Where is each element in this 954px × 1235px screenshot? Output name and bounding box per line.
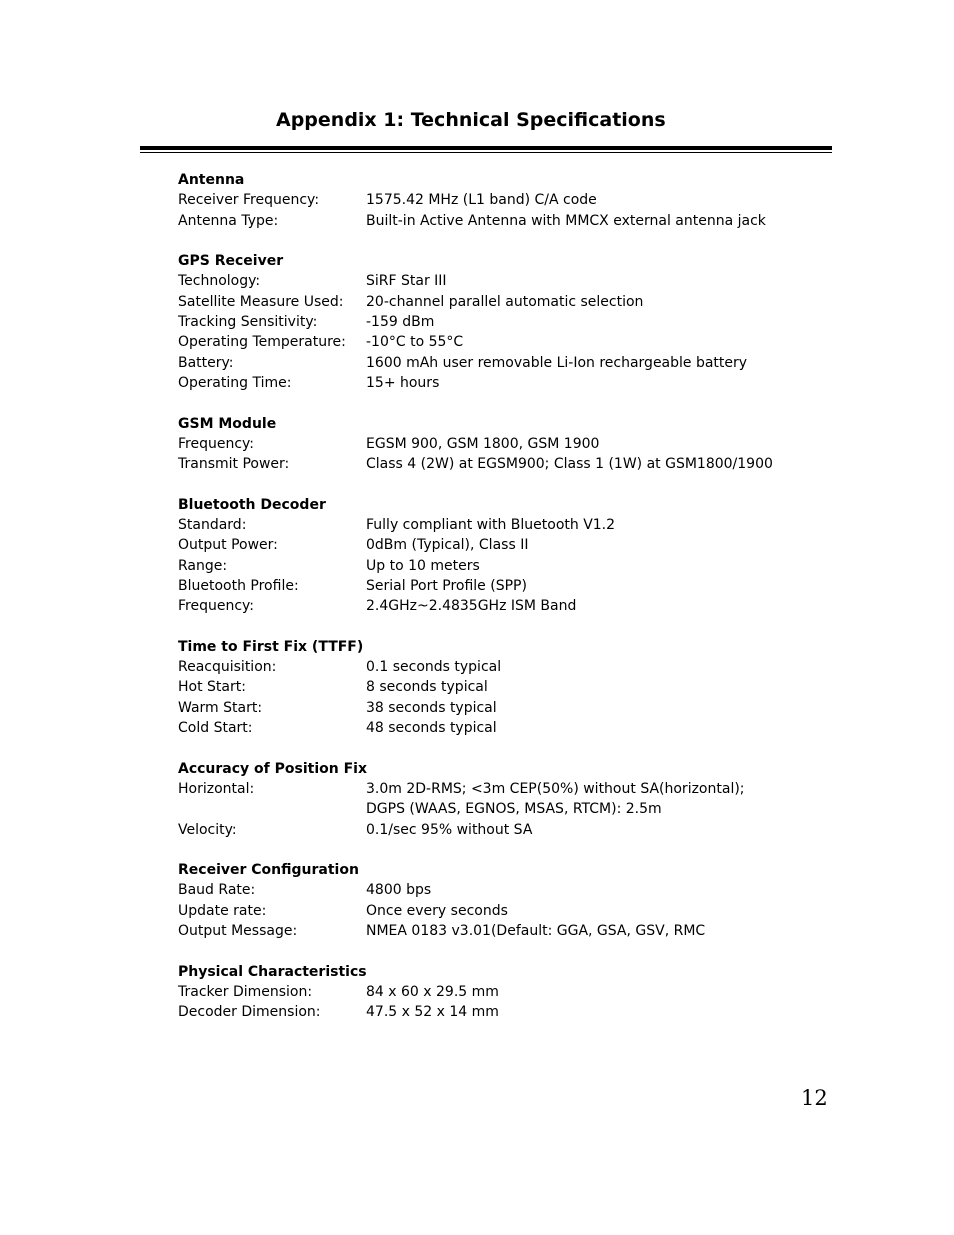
spec-label: Tracking Sensitivity: (178, 314, 318, 331)
spec-value: Fully compliant with Bluetooth V1.2 (366, 517, 616, 534)
spec-label: Frequency: (178, 598, 255, 615)
spec-value: 0.1/sec 95% without SA (366, 821, 533, 838)
spec-value: SiRF Star III (366, 273, 447, 290)
spec-value: Up to 10 meters (366, 557, 480, 574)
spec-row (178, 434, 838, 454)
spec-value: 8 seconds typical (366, 679, 488, 696)
spec-label: Satellite Measure Used: (178, 293, 344, 310)
section-heading: Physical Characteristics (178, 963, 367, 980)
section-heading: Accuracy of Position Fix (178, 760, 367, 777)
title-rule-thick (140, 146, 832, 150)
spec-row (178, 353, 838, 373)
spec-value: NMEA 0183 v3.01(Default: GGA, GSA, GSV, RMC (366, 922, 706, 939)
spec-value: 2.4GHz~2.4835GHz ISM Band (366, 598, 577, 615)
spec-row (178, 515, 838, 535)
spec-label: Transmit Power: (178, 456, 290, 473)
spec-value: 3.0m 2D-RMS; <3m CEP(50%) without SA(horizontal); (366, 780, 745, 797)
spec-row (178, 779, 838, 799)
spec-value: -159 dBm (366, 314, 435, 331)
spec-label: Bluetooth Profile: (178, 577, 299, 594)
spec-row (178, 535, 838, 555)
spec-value: Serial Port Profile (SPP) (366, 577, 527, 594)
spec-label: Decoder Dimension: (178, 1004, 321, 1021)
spec-section (178, 637, 838, 738)
spec-value: 1600 mAh user removable Li-Ion rechargeable battery (366, 354, 748, 371)
spec-value: 1575.42 MHz (L1 band) C/A code (366, 192, 597, 209)
spec-row (178, 292, 838, 312)
spec-row (178, 698, 838, 718)
spec-value: 84 x 60 x 29.5 mm (366, 983, 499, 1000)
spec-value: -10°C to 55°C (366, 334, 464, 351)
page-title: Appendix 1: Technical Specifications (276, 109, 666, 131)
spec-value: Once every seconds (366, 902, 508, 919)
spec-row (178, 677, 838, 697)
spec-value: 4800 bps (366, 882, 432, 899)
specifications-list (178, 170, 838, 1043)
page-number: 12 (801, 1086, 828, 1110)
spec-row (178, 576, 838, 596)
section-heading: Antenna (178, 172, 245, 188)
spec-row (178, 373, 838, 393)
spec-label: Velocity: (178, 821, 237, 838)
spec-label (178, 799, 366, 819)
spec-value: Class 4 (2W) at EGSM900; Class 1 (1W) at GSM1800/1900 (366, 456, 773, 473)
spec-row (178, 718, 838, 738)
spec-section (178, 962, 838, 1023)
spec-row (178, 271, 838, 291)
spec-value: 15+ hours (366, 374, 440, 391)
spec-row (178, 820, 838, 840)
spec-value: 0.1 seconds typical (366, 659, 502, 676)
spec-label: Reacquisition: (178, 659, 277, 676)
spec-section (178, 495, 838, 617)
spec-label: Receiver Frequency: (178, 192, 320, 209)
spec-label: Range: (178, 557, 228, 574)
spec-section (178, 251, 838, 393)
spec-section (178, 860, 838, 941)
spec-section (178, 759, 838, 840)
spec-label: Hot Start: (178, 679, 246, 696)
spec-row (178, 799, 838, 819)
spec-label: Technology: (178, 273, 261, 290)
spec-label: Antenna Type: (178, 212, 279, 229)
section-heading: GPS Receiver (178, 253, 284, 270)
spec-value: 0dBm (Typical), Class II (366, 537, 529, 554)
spec-value: 20-channel parallel automatic selection (366, 293, 644, 310)
section-heading: Time to First Fix (TTFF) (178, 638, 364, 655)
spec-label: Battery: (178, 354, 234, 371)
spec-label: Cold Start: (178, 720, 253, 737)
spec-label: Operating Time: (178, 374, 292, 391)
spec-label: Operating Temperature: (178, 334, 346, 351)
spec-row (178, 454, 838, 474)
spec-label: Output Power: (178, 537, 278, 554)
spec-value: DGPS (WAAS, EGNOS, MSAS, RTCM): 2.5m (366, 801, 662, 818)
spec-value: 38 seconds typical (366, 699, 497, 716)
spec-row (178, 332, 838, 352)
section-heading: Bluetooth Decoder (178, 496, 326, 513)
spec-row (178, 1002, 838, 1022)
spec-row (178, 312, 838, 332)
spec-row (178, 982, 838, 1002)
spec-value: Built-in Active Antenna with MMCX external antenna jack (366, 212, 766, 229)
spec-row (178, 921, 838, 941)
spec-row (178, 901, 838, 921)
spec-row (178, 556, 838, 576)
spec-value: 48 seconds typical (366, 720, 497, 737)
spec-label: Output Message: (178, 922, 298, 939)
section-heading: Receiver Configuration (178, 862, 359, 879)
spec-label: Frequency: (178, 435, 255, 452)
title-rule-thin (140, 152, 832, 153)
spec-label: Warm Start: (178, 699, 263, 716)
spec-row (178, 190, 838, 210)
section-heading: GSM Module (178, 415, 277, 432)
spec-label: Tracker Dimension: (178, 983, 313, 1000)
spec-value: 47.5 x 52 x 14 mm (366, 1004, 499, 1021)
spec-row (178, 596, 838, 616)
spec-label: Update rate: (178, 902, 267, 919)
spec-value: EGSM 900, GSM 1800, GSM 1900 (366, 435, 600, 452)
spec-label: Standard: (178, 517, 247, 534)
spec-row (178, 657, 838, 677)
spec-label: Horizontal: (178, 780, 255, 797)
spec-row (178, 880, 838, 900)
spec-section (178, 414, 838, 475)
spec-row (178, 211, 838, 231)
spec-section (178, 170, 838, 231)
spec-label: Baud Rate: (178, 882, 256, 899)
